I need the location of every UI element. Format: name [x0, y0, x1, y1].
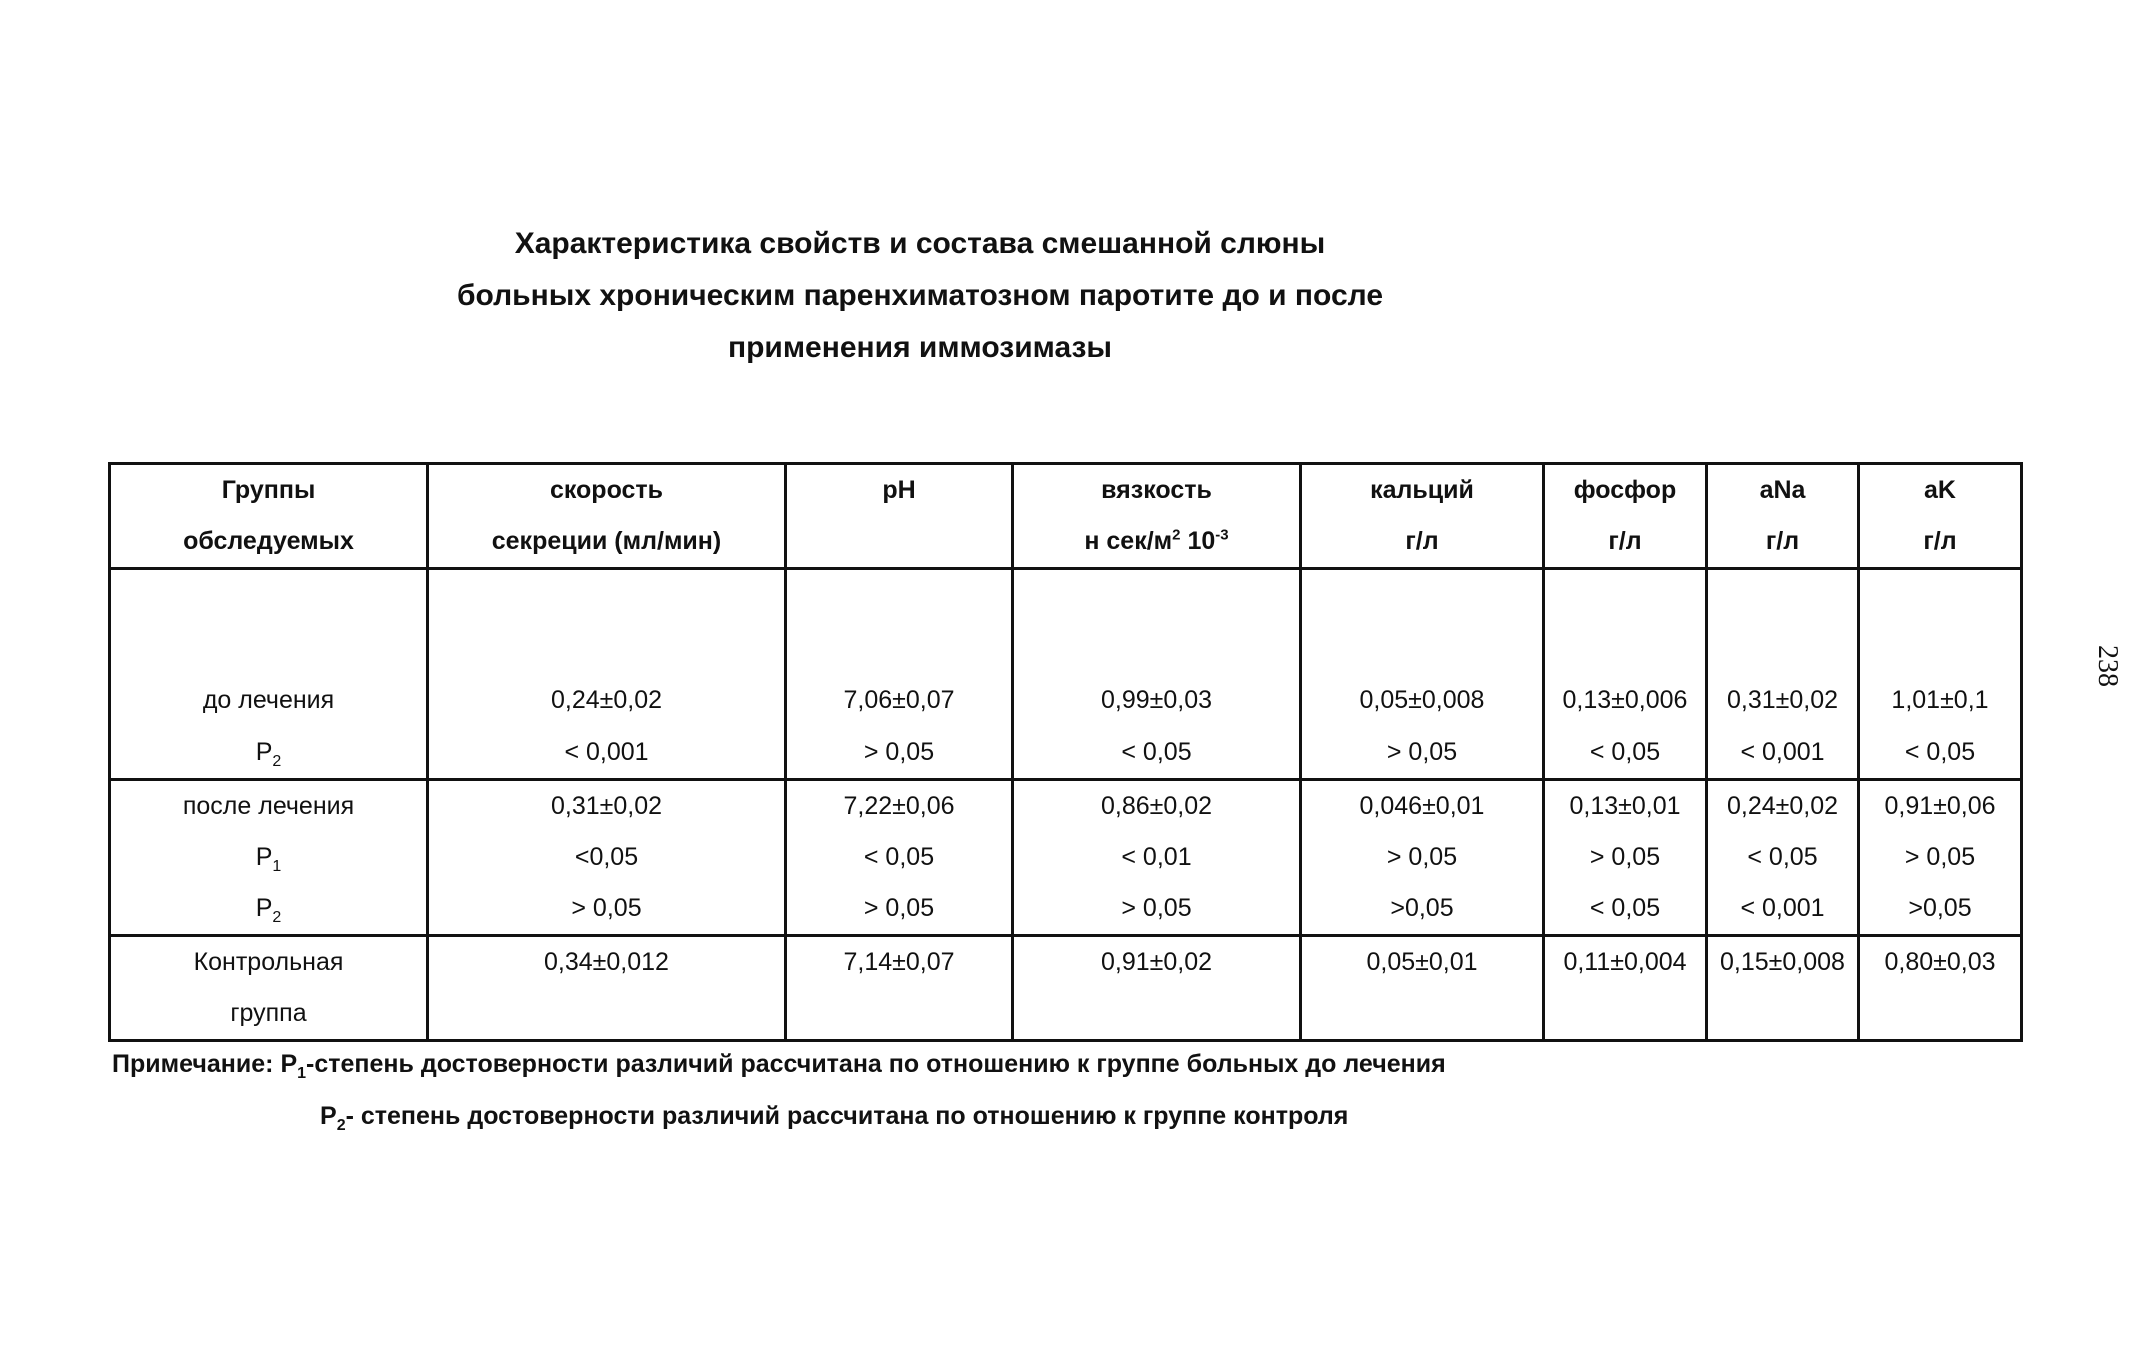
- header-secretion: [428, 464, 786, 569]
- header-viscosity-line-1: вязкость: [1101, 476, 1212, 504]
- header-calcium-line-1: кальций: [1370, 476, 1474, 504]
- blank-line: [1302, 622, 1542, 674]
- header-calcium-line-2: г/л: [1405, 527, 1439, 555]
- value-cell: [1544, 780, 1707, 936]
- blank-line: [1302, 570, 1542, 622]
- header-phosphorus-line-2: г/л: [1608, 527, 1642, 555]
- p-value: < 0,01: [1121, 843, 1192, 871]
- value-cell: [1707, 780, 1859, 936]
- mean-value: 7,14±0,07: [843, 948, 955, 976]
- p-label: [111, 883, 426, 934]
- value-cell: [1013, 569, 1301, 780]
- viscosity-unit: н сек/м: [1084, 527, 1173, 555]
- value-cell: [1013, 780, 1301, 936]
- value-cell: [428, 936, 786, 1041]
- blank-line: [429, 570, 784, 622]
- p-index: 2: [272, 753, 282, 770]
- header-na: [1707, 464, 1859, 569]
- mean-value: 0,13±0,01: [1569, 792, 1681, 820]
- title-line-3: применения иммозимазы: [727, 331, 1113, 364]
- header-group-line-1: Группы: [221, 476, 316, 504]
- footnote-line-1: [112, 1038, 1446, 1090]
- value-cell: [1859, 569, 2022, 780]
- blank-line: [1860, 570, 2020, 622]
- p-value: > 0,05: [1589, 843, 1661, 871]
- header-phosphorus-line-1: фосфор: [1573, 476, 1677, 504]
- blank-line: [1545, 570, 1705, 622]
- p-letter: P: [255, 738, 273, 766]
- value-cell: [1707, 569, 1859, 780]
- value-cell: [1707, 936, 1859, 1041]
- value-cell: [1544, 936, 1707, 1041]
- table-row-control-group: [110, 936, 2022, 1041]
- blank-line: [429, 622, 784, 674]
- mean-value: 0,05±0,01: [1366, 948, 1478, 976]
- footnote-p-index: 1: [297, 1065, 307, 1082]
- header-ph: [786, 464, 1013, 569]
- mean-value: 0,11±0,004: [1563, 948, 1687, 976]
- footnote-line-2: [112, 1090, 1446, 1142]
- group-label: группа: [230, 999, 307, 1027]
- table-row-after-treatment: [110, 780, 2022, 936]
- mean-value: 7,22±0,06: [843, 792, 955, 820]
- p-value: < 0,001: [564, 738, 649, 766]
- mean-value: 0,24±0,02: [550, 686, 663, 714]
- header-ph-label: pH: [882, 476, 916, 504]
- group-cell: [110, 936, 428, 1041]
- value-cell: [1544, 569, 1707, 780]
- value-cell: [428, 569, 786, 780]
- blank-line: [111, 570, 426, 622]
- p-value: > 0,05: [1904, 843, 1976, 871]
- header-viscosity-line-2: [1014, 516, 1299, 567]
- mean-value: 0,31±0,02: [550, 792, 663, 820]
- mean-value: 0,80±0,03: [1884, 948, 1996, 976]
- blank-line: [787, 622, 1011, 674]
- blank-line: [787, 570, 1011, 622]
- value-cell: [1301, 936, 1544, 1041]
- header-group: [110, 464, 428, 569]
- viscosity-factor: 10: [1180, 527, 1216, 555]
- group-label: Контрольная: [193, 948, 344, 976]
- value-cell: [1859, 780, 2022, 936]
- header-secretion-line-2: секреции (мл/мин): [491, 527, 722, 555]
- p-label: [111, 726, 426, 778]
- mean-value: 0,31±0,02: [1726, 686, 1839, 714]
- footnote-text: -степень достоверности различий рассчитана по отношению к группе больных до лечения: [306, 1050, 1446, 1078]
- header-k-line-2: г/л: [1923, 527, 1957, 555]
- header-group-line-2: обследуемых: [183, 527, 354, 555]
- p-index: 2: [272, 909, 282, 926]
- table-row-before-treatment: [110, 569, 2022, 780]
- mean-value: 0,99±0,03: [1100, 686, 1213, 714]
- mean-value: 0,91±0,06: [1884, 792, 1996, 820]
- title-line-2: больных хроническим паренхиматозном паротите до и после: [456, 279, 1383, 312]
- p-value: > 0,05: [863, 894, 935, 922]
- mean-value: 1,01±0,1: [1891, 686, 1989, 714]
- saliva-properties-table: [108, 462, 2023, 1042]
- value-cell: [786, 936, 1013, 1041]
- blank-line: [1708, 570, 1857, 622]
- mean-value: 0,91±0,02: [1100, 948, 1213, 976]
- p-label: [111, 832, 426, 883]
- p-letter: P: [255, 843, 273, 871]
- p-value: < 0,05: [1121, 738, 1192, 766]
- value-cell: [428, 780, 786, 936]
- blank-line: [1708, 622, 1857, 674]
- footnote-prefix: Примечание: P: [112, 1050, 298, 1078]
- p-value: < 0,05: [1904, 738, 1976, 766]
- p-value: >0,05: [1908, 894, 1972, 922]
- blank-line: [1545, 622, 1705, 674]
- header-calcium: [1301, 464, 1544, 569]
- mean-value: 0,13±0,006: [1562, 686, 1688, 714]
- header-k-line-1: aK: [1924, 476, 1956, 504]
- title-line-1: Характеристика свойств и состава смешанной слюны: [514, 227, 1326, 260]
- group-label: до лечения: [202, 686, 335, 714]
- blank-line: [111, 622, 426, 674]
- footnote-p-index: 2: [336, 1117, 346, 1134]
- p-value: < 0,05: [1589, 894, 1661, 922]
- header-row: [110, 464, 2022, 569]
- header-na-line-1: aNa: [1759, 476, 1806, 504]
- mean-value: 0,24±0,02: [1726, 792, 1839, 820]
- value-cell: [1301, 780, 1544, 936]
- group-label: после лечения: [182, 792, 355, 820]
- page-number: 238: [2092, 645, 2123, 687]
- p-value: < 0,05: [1747, 843, 1818, 871]
- footnote-text: - степень достоверности различий рассчитана по отношению к группе контроля: [345, 1102, 1349, 1130]
- value-cell: [1301, 569, 1544, 780]
- header-viscosity: [1013, 464, 1301, 569]
- group-cell: [110, 569, 428, 780]
- p-value: > 0,05: [571, 894, 642, 922]
- p-value: < 0,001: [1740, 894, 1825, 922]
- mean-value: 7,06±0,07: [843, 686, 955, 714]
- viscosity-exponent: -3: [1215, 526, 1229, 544]
- p-value: > 0,05: [1386, 843, 1458, 871]
- document-title: [300, 218, 1540, 374]
- mean-value: 0,046±0,01: [1359, 792, 1485, 820]
- p-value: > 0,05: [863, 738, 935, 766]
- mean-value: 0,05±0,008: [1359, 686, 1485, 714]
- value-cell: [786, 780, 1013, 936]
- value-cell: [1859, 936, 2022, 1041]
- p-value: > 0,05: [1386, 738, 1458, 766]
- footnote-prefix: P: [320, 1102, 337, 1130]
- p-value: > 0,05: [1121, 894, 1192, 922]
- p-value: < 0,05: [863, 843, 935, 871]
- viscosity-unit-power: 2: [1172, 526, 1181, 544]
- mean-value: 0,86±0,02: [1100, 792, 1213, 820]
- blank-line: [1014, 570, 1299, 622]
- header-na-line-2: г/л: [1765, 527, 1800, 555]
- footnote: [112, 1038, 1446, 1142]
- p-value: < 0,05: [1589, 738, 1661, 766]
- p-letter: P: [255, 894, 273, 922]
- p-value: <0,05: [574, 843, 639, 871]
- p-index: 1: [272, 858, 282, 875]
- group-cell: [110, 780, 428, 936]
- value-cell: [1013, 936, 1301, 1041]
- header-phosphorus: [1544, 464, 1707, 569]
- value-cell: [786, 569, 1013, 780]
- blank-line: [1014, 622, 1299, 674]
- p-value: >0,05: [1390, 894, 1454, 922]
- mean-value: 0,15±0,008: [1720, 948, 1845, 976]
- blank-line: [1860, 622, 2020, 674]
- header-k: [1859, 464, 2022, 569]
- header-secretion-line-1: скорость: [549, 476, 664, 504]
- mean-value: 0,34±0,012: [544, 948, 669, 976]
- p-value: < 0,001: [1740, 738, 1825, 766]
